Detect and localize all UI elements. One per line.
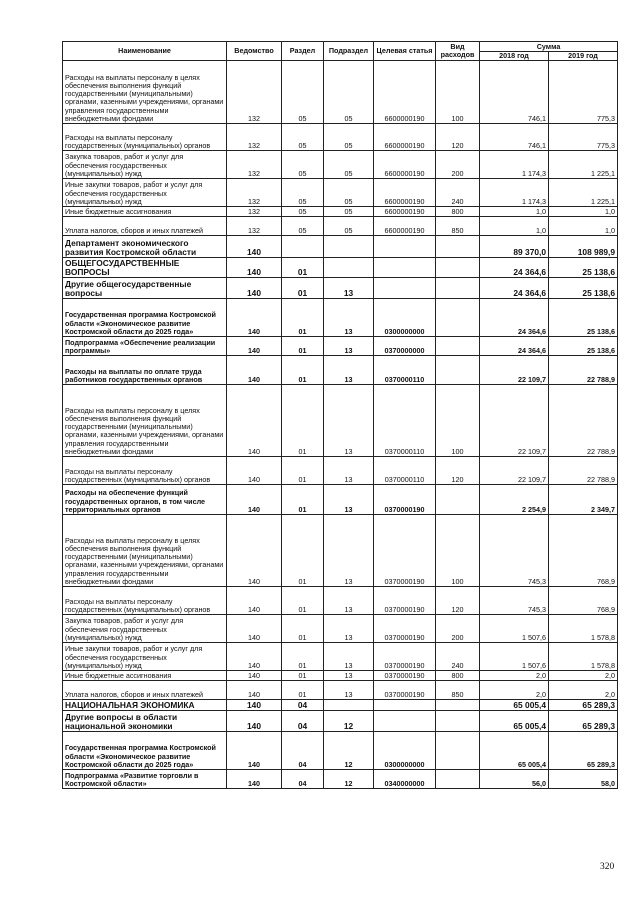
cell-dept: 140 <box>227 615 282 643</box>
cell-exptype: 200 <box>436 615 480 643</box>
cell-subsection: 05 <box>324 179 374 207</box>
cell-target: 0300000000 <box>374 732 436 770</box>
cell-sum-2018: 2,0 <box>480 681 549 700</box>
cell-dept: 140 <box>227 587 282 615</box>
header-year-2018: 2018 год <box>480 52 549 61</box>
cell-name: Государственная программа Костромской области «Экономическое развитие Костромской области до 2025 года» <box>63 732 227 770</box>
cell-name: Иные бюджетные ассигнования <box>63 207 227 217</box>
cell-sum-2018: 2 254,9 <box>480 485 549 515</box>
header-exptype: Вид расходов <box>436 42 480 61</box>
cell-exptype: 100 <box>436 515 480 587</box>
cell-name: Другие общегосударственные вопросы <box>63 278 227 299</box>
cell-section: 04 <box>282 700 324 711</box>
cell-dept: 140 <box>227 732 282 770</box>
table-row <box>63 278 618 299</box>
cell-target <box>374 278 436 299</box>
table-row <box>63 515 618 587</box>
cell-sum-2018: 24 364,6 <box>480 278 549 299</box>
cell-subsection: 13 <box>324 515 374 587</box>
cell-subsection: 13 <box>324 385 374 457</box>
cell-sum-2018: 24 364,6 <box>480 337 549 356</box>
table-row <box>63 671 618 681</box>
cell-sum-2018: 1 174,3 <box>480 179 549 207</box>
table-row <box>63 457 618 485</box>
cell-exptype <box>436 770 480 789</box>
cell-sum-2018: 65 005,4 <box>480 700 549 711</box>
cell-exptype <box>436 337 480 356</box>
table-row <box>63 385 618 457</box>
cell-sum-2019: 1 578,8 <box>549 615 618 643</box>
cell-dept: 140 <box>227 258 282 278</box>
cell-target: 0370000110 <box>374 385 436 457</box>
cell-exptype: 800 <box>436 671 480 681</box>
cell-dept: 132 <box>227 151 282 179</box>
cell-name: Уплата налогов, сборов и иных платежей <box>63 217 227 236</box>
cell-dept: 132 <box>227 61 282 124</box>
cell-name: Подпрограмма «Обеспечение реализации программы» <box>63 337 227 356</box>
cell-section <box>282 236 324 258</box>
cell-target <box>374 700 436 711</box>
table-row <box>63 770 618 789</box>
cell-exptype: 100 <box>436 385 480 457</box>
cell-name: Иные бюджетные ассигнования <box>63 671 227 681</box>
cell-sum-2019: 65 289,3 <box>549 700 618 711</box>
header-name: Наименование <box>63 42 227 61</box>
cell-name: Расходы на выплаты персоналу государственных (муниципальных) органов <box>63 124 227 151</box>
cell-subsection: 05 <box>324 217 374 236</box>
cell-exptype <box>436 732 480 770</box>
cell-subsection: 13 <box>324 587 374 615</box>
cell-name: ОБЩЕГОСУДАРСТВЕННЫЕ ВОПРОСЫ <box>63 258 227 278</box>
cell-subsection: 13 <box>324 457 374 485</box>
cell-target: 0370000190 <box>374 515 436 587</box>
cell-target: 6600000190 <box>374 124 436 151</box>
cell-subsection: 13 <box>324 671 374 681</box>
cell-name: НАЦИОНАЛЬНАЯ ЭКОНОМИКА <box>63 700 227 711</box>
cell-subsection: 13 <box>324 485 374 515</box>
cell-section: 01 <box>282 515 324 587</box>
cell-sum-2018: 22 109,7 <box>480 457 549 485</box>
cell-target: 0340000000 <box>374 770 436 789</box>
cell-section: 01 <box>282 485 324 515</box>
cell-target: 6600000190 <box>374 207 436 217</box>
cell-target: 0370000110 <box>374 356 436 385</box>
cell-subsection: 13 <box>324 643 374 671</box>
cell-subsection: 05 <box>324 61 374 124</box>
page-number: 320 <box>600 862 615 872</box>
cell-subsection: 05 <box>324 124 374 151</box>
cell-exptype: 100 <box>436 61 480 124</box>
table-row <box>63 337 618 356</box>
cell-section: 05 <box>282 61 324 124</box>
table-row <box>63 61 618 124</box>
cell-section: 01 <box>282 457 324 485</box>
cell-sum-2018: 89 370,0 <box>480 236 549 258</box>
cell-subsection <box>324 236 374 258</box>
cell-sum-2018: 1 507,6 <box>480 615 549 643</box>
cell-sum-2019: 108 989,9 <box>549 236 618 258</box>
cell-exptype: 850 <box>436 217 480 236</box>
cell-section: 01 <box>282 671 324 681</box>
cell-exptype <box>436 258 480 278</box>
cell-dept: 140 <box>227 671 282 681</box>
table-row <box>63 700 618 711</box>
cell-target: 6600000190 <box>374 151 436 179</box>
cell-name: Расходы на выплаты персоналу в целях обеспечения выполнения функций государственными (муниципальными) органами, казенными учреждениями, органами управления государственными внебюджетными фондами <box>63 61 227 124</box>
cell-subsection: 05 <box>324 207 374 217</box>
cell-section: 05 <box>282 217 324 236</box>
cell-subsection <box>324 258 374 278</box>
budget-sheet <box>62 41 617 789</box>
cell-dept: 140 <box>227 278 282 299</box>
cell-section: 05 <box>282 151 324 179</box>
header-target: Целевая статья <box>374 42 436 61</box>
cell-name: Другие вопросы в области национальной экономики <box>63 711 227 732</box>
cell-target: 0370000190 <box>374 615 436 643</box>
cell-sum-2019: 768,9 <box>549 515 618 587</box>
cell-sum-2019: 25 138,6 <box>549 299 618 337</box>
cell-target: 0370000110 <box>374 457 436 485</box>
cell-target <box>374 236 436 258</box>
cell-target: 0370000190 <box>374 671 436 681</box>
cell-sum-2018: 745,3 <box>480 587 549 615</box>
table-row <box>63 258 618 278</box>
cell-dept: 140 <box>227 356 282 385</box>
cell-exptype: 850 <box>436 681 480 700</box>
cell-name: Расходы на выплаты персоналу государственных (муниципальных) органов <box>63 587 227 615</box>
cell-subsection: 13 <box>324 356 374 385</box>
cell-name: Государственная программа Костромской области «Экономическое развитие Костромской области до 2025 года» <box>63 299 227 337</box>
cell-dept: 140 <box>227 457 282 485</box>
cell-sum-2019: 2,0 <box>549 681 618 700</box>
cell-dept: 140 <box>227 700 282 711</box>
header-sum: Сумма <box>480 42 618 52</box>
cell-dept: 140 <box>227 236 282 258</box>
cell-sum-2019: 25 138,6 <box>549 258 618 278</box>
cell-target: 0370000190 <box>374 587 436 615</box>
cell-subsection: 12 <box>324 732 374 770</box>
header-subsection: Подраздел <box>324 42 374 61</box>
cell-sum-2019: 768,9 <box>549 587 618 615</box>
cell-name: Расходы на выплаты персоналу государственных (муниципальных) органов <box>63 457 227 485</box>
cell-sum-2018: 65 005,4 <box>480 732 549 770</box>
cell-section: 04 <box>282 770 324 789</box>
cell-name: Подпрограмма «Развитие торговли в Костромской области» <box>63 770 227 789</box>
cell-exptype: 240 <box>436 643 480 671</box>
cell-sum-2019: 775,3 <box>549 124 618 151</box>
cell-sum-2018: 745,3 <box>480 515 549 587</box>
cell-subsection: 13 <box>324 299 374 337</box>
cell-sum-2018: 56,0 <box>480 770 549 789</box>
cell-sum-2019: 22 788,9 <box>549 356 618 385</box>
cell-sum-2019: 1 578,8 <box>549 643 618 671</box>
cell-exptype: 120 <box>436 457 480 485</box>
cell-subsection: 05 <box>324 151 374 179</box>
table-row <box>63 179 618 207</box>
cell-name: Расходы на обеспечение функций государственных органов, в том числе территориальных органов <box>63 485 227 515</box>
cell-subsection: 13 <box>324 681 374 700</box>
cell-sum-2019: 775,3 <box>549 61 618 124</box>
cell-dept: 140 <box>227 643 282 671</box>
cell-dept: 132 <box>227 179 282 207</box>
cell-subsection <box>324 700 374 711</box>
cell-section: 01 <box>282 587 324 615</box>
table-row <box>63 732 618 770</box>
table-body <box>63 61 618 789</box>
cell-subsection: 13 <box>324 278 374 299</box>
cell-target: 0370000190 <box>374 681 436 700</box>
cell-exptype <box>436 278 480 299</box>
cell-section: 04 <box>282 732 324 770</box>
table-row <box>63 207 618 217</box>
cell-exptype: 200 <box>436 151 480 179</box>
cell-section: 01 <box>282 299 324 337</box>
cell-dept: 140 <box>227 337 282 356</box>
table-row <box>63 681 618 700</box>
table-row <box>63 124 618 151</box>
cell-sum-2018: 22 109,7 <box>480 385 549 457</box>
cell-target: 0370000000 <box>374 337 436 356</box>
cell-section: 05 <box>282 124 324 151</box>
cell-sum-2018: 746,1 <box>480 124 549 151</box>
cell-section: 01 <box>282 337 324 356</box>
header-section: Раздел <box>282 42 324 61</box>
cell-section: 01 <box>282 258 324 278</box>
cell-name: Закупка товаров, работ и услуг для обеспечения государственных (муниципальных) нужд <box>63 151 227 179</box>
cell-target: 0300000000 <box>374 299 436 337</box>
cell-name: Уплата налогов, сборов и иных платежей <box>63 681 227 700</box>
table-row <box>63 587 618 615</box>
cell-section: 05 <box>282 207 324 217</box>
cell-sum-2018: 2,0 <box>480 671 549 681</box>
cell-dept: 132 <box>227 217 282 236</box>
budget-table <box>62 41 618 789</box>
cell-sum-2018: 65 005,4 <box>480 711 549 732</box>
cell-target: 6600000190 <box>374 217 436 236</box>
cell-sum-2019: 22 788,9 <box>549 457 618 485</box>
cell-dept: 140 <box>227 770 282 789</box>
cell-exptype: 120 <box>436 587 480 615</box>
cell-sum-2019: 1 225,1 <box>549 179 618 207</box>
cell-dept: 140 <box>227 385 282 457</box>
cell-subsection: 12 <box>324 770 374 789</box>
table-row <box>63 356 618 385</box>
cell-dept: 140 <box>227 515 282 587</box>
cell-sum-2018: 1 507,6 <box>480 643 549 671</box>
cell-dept: 132 <box>227 207 282 217</box>
cell-name: Расходы на выплаты по оплате труда работников государственных органов <box>63 356 227 385</box>
cell-sum-2019: 2,0 <box>549 671 618 681</box>
cell-name: Иные закупки товаров, работ и услуг для обеспечения государственных (муниципальных) нужд <box>63 643 227 671</box>
cell-exptype <box>436 356 480 385</box>
cell-sum-2018: 24 364,6 <box>480 258 549 278</box>
cell-section: 01 <box>282 385 324 457</box>
cell-sum-2019: 65 289,3 <box>549 732 618 770</box>
cell-name: Расходы на выплаты персоналу в целях обеспечения выполнения функций государственными (муниципальными) органами, казенными учреждениями, органами управления государственными внебюджетными фондами <box>63 385 227 457</box>
cell-exptype <box>436 299 480 337</box>
cell-sum-2019: 1,0 <box>549 207 618 217</box>
cell-dept: 140 <box>227 299 282 337</box>
header-year-2019: 2019 год <box>549 52 618 61</box>
cell-sum-2018: 746,1 <box>480 61 549 124</box>
cell-target: 0370000190 <box>374 485 436 515</box>
cell-name: Закупка товаров, работ и услуг для обеспечения государственных (муниципальных) нужд <box>63 615 227 643</box>
cell-sum-2019: 1,0 <box>549 217 618 236</box>
cell-section: 01 <box>282 681 324 700</box>
cell-sum-2019: 22 788,9 <box>549 385 618 457</box>
cell-target: 6600000190 <box>374 61 436 124</box>
cell-exptype <box>436 700 480 711</box>
cell-section: 04 <box>282 711 324 732</box>
cell-sum-2019: 25 138,6 <box>549 337 618 356</box>
table-row <box>63 236 618 258</box>
cell-exptype <box>436 236 480 258</box>
cell-sum-2018: 22 109,7 <box>480 356 549 385</box>
cell-section: 05 <box>282 179 324 207</box>
table-row <box>63 485 618 515</box>
cell-name: Департамент экономического развития Костромской области <box>63 236 227 258</box>
table-row <box>63 217 618 236</box>
table-row <box>63 615 618 643</box>
cell-name: Иные закупки товаров, работ и услуг для обеспечения государственных (муниципальных) нужд <box>63 179 227 207</box>
cell-exptype: 240 <box>436 179 480 207</box>
table-row <box>63 151 618 179</box>
cell-section: 01 <box>282 643 324 671</box>
cell-dept: 140 <box>227 711 282 732</box>
cell-target: 0370000190 <box>374 643 436 671</box>
cell-target: 6600000190 <box>374 179 436 207</box>
cell-sum-2018: 24 364,6 <box>480 299 549 337</box>
cell-section: 01 <box>282 278 324 299</box>
cell-sum-2019: 1 225,1 <box>549 151 618 179</box>
cell-sum-2019: 2 349,7 <box>549 485 618 515</box>
cell-section: 01 <box>282 615 324 643</box>
cell-subsection: 12 <box>324 711 374 732</box>
cell-target <box>374 258 436 278</box>
cell-name: Расходы на выплаты персоналу в целях обеспечения выполнения функций государственными (муниципальными) органами, казенными учреждениями, органами управления государственными внебюджетными фондами <box>63 515 227 587</box>
cell-section: 01 <box>282 356 324 385</box>
cell-dept: 140 <box>227 681 282 700</box>
cell-dept: 140 <box>227 485 282 515</box>
cell-sum-2019: 65 289,3 <box>549 711 618 732</box>
cell-dept: 132 <box>227 124 282 151</box>
cell-subsection: 13 <box>324 337 374 356</box>
cell-sum-2018: 1 174,3 <box>480 151 549 179</box>
cell-sum-2019: 58,0 <box>549 770 618 789</box>
cell-exptype <box>436 485 480 515</box>
cell-sum-2018: 1,0 <box>480 207 549 217</box>
table-row <box>63 299 618 337</box>
cell-exptype: 120 <box>436 124 480 151</box>
cell-sum-2018: 1,0 <box>480 217 549 236</box>
table-row <box>63 711 618 732</box>
cell-target <box>374 711 436 732</box>
cell-subsection: 13 <box>324 615 374 643</box>
cell-exptype <box>436 711 480 732</box>
header-dept: Ведомство <box>227 42 282 61</box>
cell-sum-2019: 25 138,6 <box>549 278 618 299</box>
cell-exptype: 800 <box>436 207 480 217</box>
table-row <box>63 643 618 671</box>
